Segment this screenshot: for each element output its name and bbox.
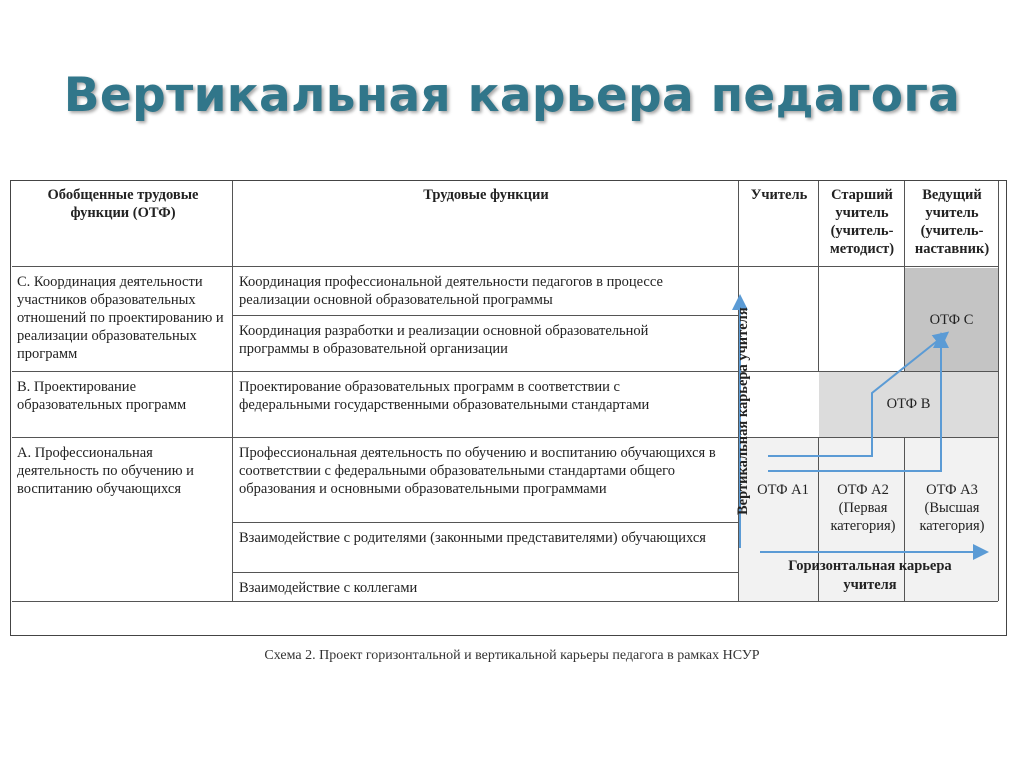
header-teacher: Учитель <box>750 187 808 203</box>
function-a1: Профессиональная деятельность по обучению и воспитанию обучающихся в соответствии с федеральными образовательными стандартами общего образования и основными образовательными программами <box>239 445 716 497</box>
otf-b-label: ОТФ В <box>886 396 931 412</box>
otf-a-description: А. Профессиональная деятельность по обучению и воспитанию обучающихся <box>17 445 194 497</box>
otf-a3-label: ОТФ А3 (Высшая категория) <box>919 482 985 534</box>
header-otf: Обобщенные трудовые функции (ОТФ) <box>47 187 199 221</box>
function-b1: Проектирование образовательных программ в соответствии с федеральными государственными образовательными стандартами <box>239 379 650 413</box>
function-a2: Взаимодействие с родителями (законными представителями) обучающихся <box>239 530 706 546</box>
function-c2: Координация разработки и реализации основной образовательной программы в образовательной организации <box>239 323 649 357</box>
vertical-career-label: Вертикальная карьера учителя <box>735 307 751 515</box>
header-functions: Трудовые функции <box>423 187 549 203</box>
otf-b-description: В. Проектирование образовательных программ <box>17 379 187 413</box>
otf-a2-label: ОТФ А2 (Первая категория) <box>830 482 896 534</box>
header-leading-teacher: Ведущий учитель (учитель-наставник) <box>914 187 990 257</box>
path-to-otf-c <box>768 334 946 456</box>
otf-c-label: ОТФ С <box>929 311 974 328</box>
horizontal-career-label: Горизонтальная карьера учителя <box>788 558 952 593</box>
otf-a1-label: ОТФ А1 <box>757 482 809 498</box>
header-senior-teacher: Старший учитель (учитель-методист) <box>829 187 895 257</box>
path-to-otf-c-direct <box>768 336 941 471</box>
figure-caption: Схема 2. Проект горизонтальной и вертикальной карьеры педагога в рамках НСУР <box>264 648 760 663</box>
page-title: Вертикальная карьера педагога <box>63 68 961 123</box>
function-a3: Взаимодействие с коллегами <box>239 580 418 596</box>
function-c1: Координация профессиональной деятельности педагогов в процессе реализации основной образовательной программы <box>239 274 663 308</box>
otf-c-description: С. Координация деятельности участников образовательных отношений по проектированию и реализации образовательных программ <box>17 274 224 362</box>
